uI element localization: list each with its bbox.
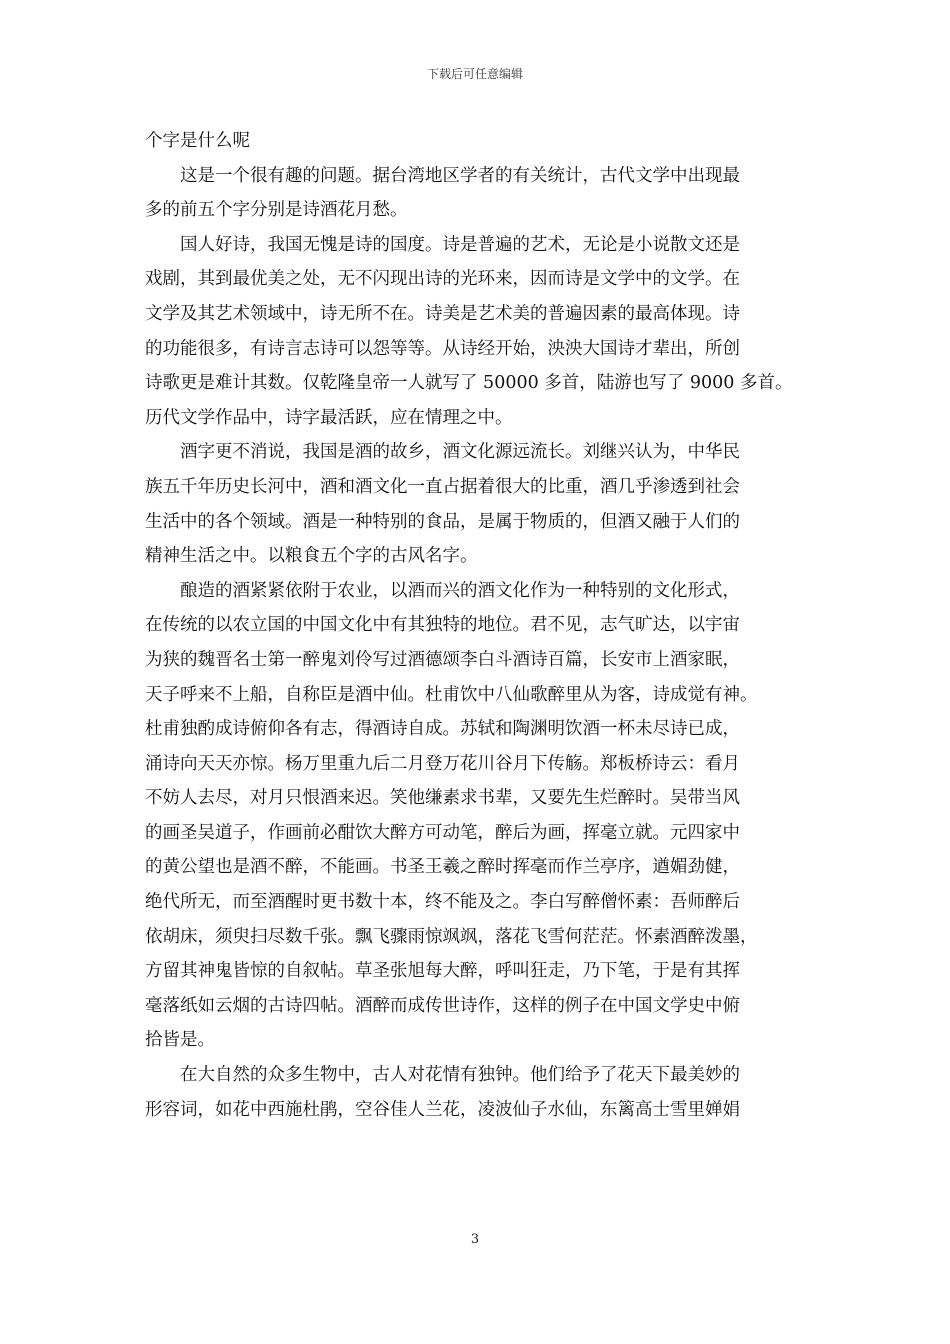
text-line: 戏剧，其到最优美之处，无不闪现出诗的光环来，因而诗是文学中的文学。在 [145,269,740,290]
document-body [145,124,810,1127]
text-line: 文学及其艺术领域中，诗无所不在。诗美是艺术美的普遍因素的最高体现。诗 [145,303,740,324]
text-line: 在传统的以农立国的中国文化中有其独特的地位。君不见，志气旷达，以宇宙 [145,615,740,636]
text-line: 诗歌更是难计其数。仅乾隆皇帝一人就写了 50000 多首，陆游也写了 9000 多首。 [145,373,793,394]
text-line: 酿造的酒紧紧依附于农业，以酒而兴的酒文化作为一种特别的文化形式， [180,580,740,601]
text-line: 的黄公望也是酒不醉，不能画。书圣王羲之醉时挥毫而作兰亭序，遒媚劲健， [145,857,740,878]
text-line: 在大自然的众多生物中，古人对花情有独钟。他们给予了花天下最美妙的 [180,1065,740,1086]
text-line: 的功能很多，有诗言志诗可以怨等等。从诗经开始，泱泱大国诗才辈出，所创 [145,338,740,359]
text-line: 形容词，如花中西施杜鹃，空谷佳人兰花，凌波仙子水仙，东篱高士雪里婵娟 [145,1099,740,1120]
text-line: 这是一个很有趣的问题。据台湾地区学者的有关统计，古代文学中出现最 [180,165,740,186]
text-line: 精神生活之中。以粮食五个字的古风名字。 [145,546,478,567]
text-line: 国人好诗，我国无愧是诗的国度。诗是普遍的艺术，无论是小说散文还是 [180,234,740,255]
text-line: 涌诗向天天亦惊。杨万里重九后二月登万花川谷月下传觞。郑板桥诗云：看月 [145,753,740,774]
text-line: 的画圣吴道子，作画前必酣饮大醉方可动笔，醉后为画，挥毫立就。元四家中 [145,822,740,843]
text-line: 方留其神鬼皆惊的自叙帖。草圣张旭每大醉，呼叫狂走，乃下笔，于是有其挥 [145,961,740,982]
text-line: 毫落纸如云烟的古诗四帖。酒醉而成传世诗作，这样的例子在中国文学史中俯 [145,995,740,1016]
text-line: 绝代所无，而至酒醒时更书数十本，终不能及之。李白写醉僧怀素：吾师醉后 [145,892,740,913]
text-line: 多的前五个字分别是诗酒花月愁。 [145,200,408,221]
text-line: 历代文学作品中，诗字最活跃，应在情理之中。 [145,407,513,428]
page-header: 下载后可任意编辑 [426,67,523,81]
text-line: 杜甫独酌成诗俯仰各有志，得酒诗自成。苏轼和陶渊明饮酒一杯未尽诗已成， [145,719,740,740]
text-line: 为狭的魏晋名士第一醉鬼刘伶写过酒德颂李白斗酒诗百篇，长安市上酒家眠， [145,649,740,670]
text-line: 拾皆是。 [145,1030,215,1051]
text-line: 族五千年历史长河中，酒和酒文化一直占据着很大的比重，酒几乎渗透到社会 [145,476,740,497]
page-number: 3 [470,1232,480,1247]
text-line: 天子呼来不上船，自称臣是酒中仙。杜甫饮中八仙歌醉里从为客，诗成觉有神。 [145,684,758,705]
text-line: 不妨人去尽，对月只恨酒来迟。笑他缣素求书辈，又要先生烂醉时。吴带当风 [145,788,740,809]
text-line: 个字是什么呢 [145,131,250,151]
text-line: 依胡床，须臾扫尽数千张。飘飞骤雨惊飒飒，落花飞雪何茫茫。怀素酒醉泼墨， [145,926,758,947]
text-line: 生活中的各个领域。酒是一种特别的食品，是属于物质的，但酒又融于人们的 [145,511,740,532]
text-line: 酒字更不消说，我国是酒的故乡，酒文化源远流长。刘继兴认为，中华民 [180,442,740,463]
